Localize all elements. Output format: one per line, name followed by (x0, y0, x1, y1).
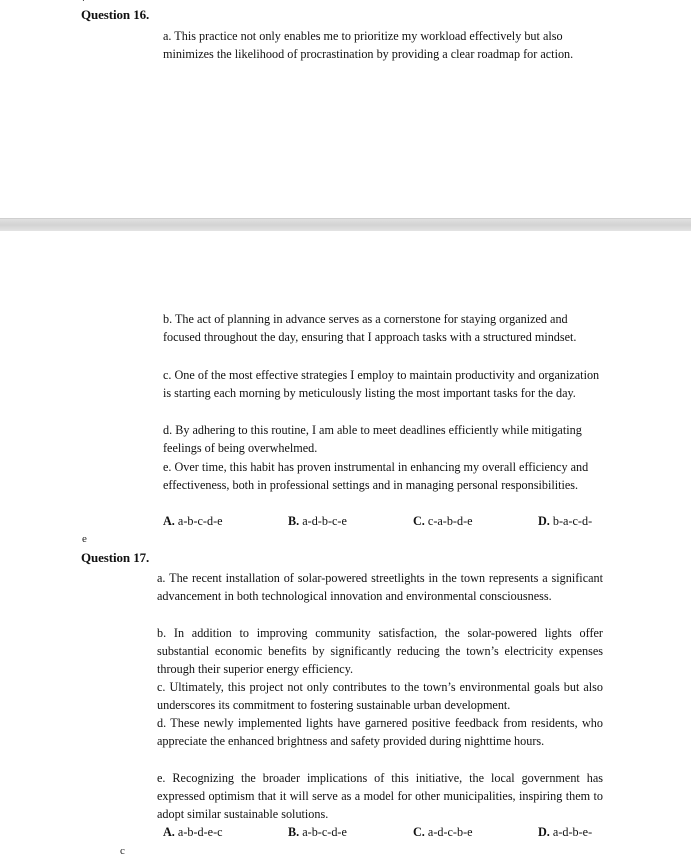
q16-sentence-c: c. One of the most effective strategies I employ to maintain productivity and organization is starting each morning by meticulously listing the most important tasks for the day. (163, 368, 600, 400)
q16-sentence-a: a. This practice not only enables me to prioritize my workload effectively but also minimizes the likelihood of procrastination by providing a clear roadmap for action. (163, 29, 574, 61)
q17-sentence-b: b. In addition to improving community satisfaction, the solar-powered lights offer substantial economic benefits by significantly reducing the town’s electricity expenses through their superior energy efficiency. (157, 626, 603, 676)
q17-sentence-a: a. The recent installation of solar-powered streetlights in the town represents a significant advancement in both technological innovation and environmental consciousness. (157, 571, 603, 603)
q16-option-c[interactable]: C. c-a-b-d-e (413, 514, 473, 528)
page-break (0, 218, 691, 232)
page-top (0, 0, 691, 218)
question-17-title: Question 17. (81, 550, 150, 565)
q17-sentence-d: d. These newly implemented lights have garnered positive feedback from residents, who appreciate the enhanced brightness and safety provided during nighttime hours. (157, 716, 603, 748)
q16-answer-mark: e (82, 533, 87, 545)
q16-options (0, 512, 691, 530)
q17-option-b[interactable]: B. a-b-c-d-e (288, 825, 347, 839)
q17-options (0, 823, 691, 841)
q16-option-d[interactable]: D. b-a-c-d- (538, 514, 593, 528)
q16-option-a[interactable]: A. a-b-c-d-e (163, 514, 223, 528)
q17-answer-mark: c (120, 845, 125, 857)
q17-sentence-c: c. Ultimately, this project not only contributes to the town’s environmental goals but also underscores its commitment to fostering sustainable urban development. (157, 680, 603, 712)
q16-sentence-d: d. By adhering to this routine, I am able to meet deadlines efficiently while mitigating feelings of being overwhelmed. (163, 423, 582, 455)
q16-sentence-b: b. The act of planning in advance serves as a cornerstone for staying organized and focused throughout the day, ensuring that I approach tasks with a structured mindset. (163, 312, 577, 344)
q17-option-c[interactable]: C. a-d-c-b-e (413, 825, 473, 839)
q17-option-d[interactable]: D. a-d-b-e- (538, 825, 593, 839)
q16-sentence-e: e. Over time, this habit has proven instrumental in enhancing my overall efficiency and effectiveness, both in professional settings and in managing personal responsibilities. (163, 460, 589, 492)
page-edge-mark: ‘ (82, 0, 85, 7)
q17-option-a[interactable]: A. a-b-d-e-c (163, 825, 223, 839)
q17-sentence-e: e. Recognizing the broader implications of this initiative, the local government has expressed optimism that it will serve as a model for other municipalities, inspiring them to adopt similar sustainable solutions. (157, 771, 603, 821)
question-16-title: Question 16. (81, 7, 150, 22)
q16-option-b[interactable]: B. a-d-b-c-e (288, 514, 347, 528)
